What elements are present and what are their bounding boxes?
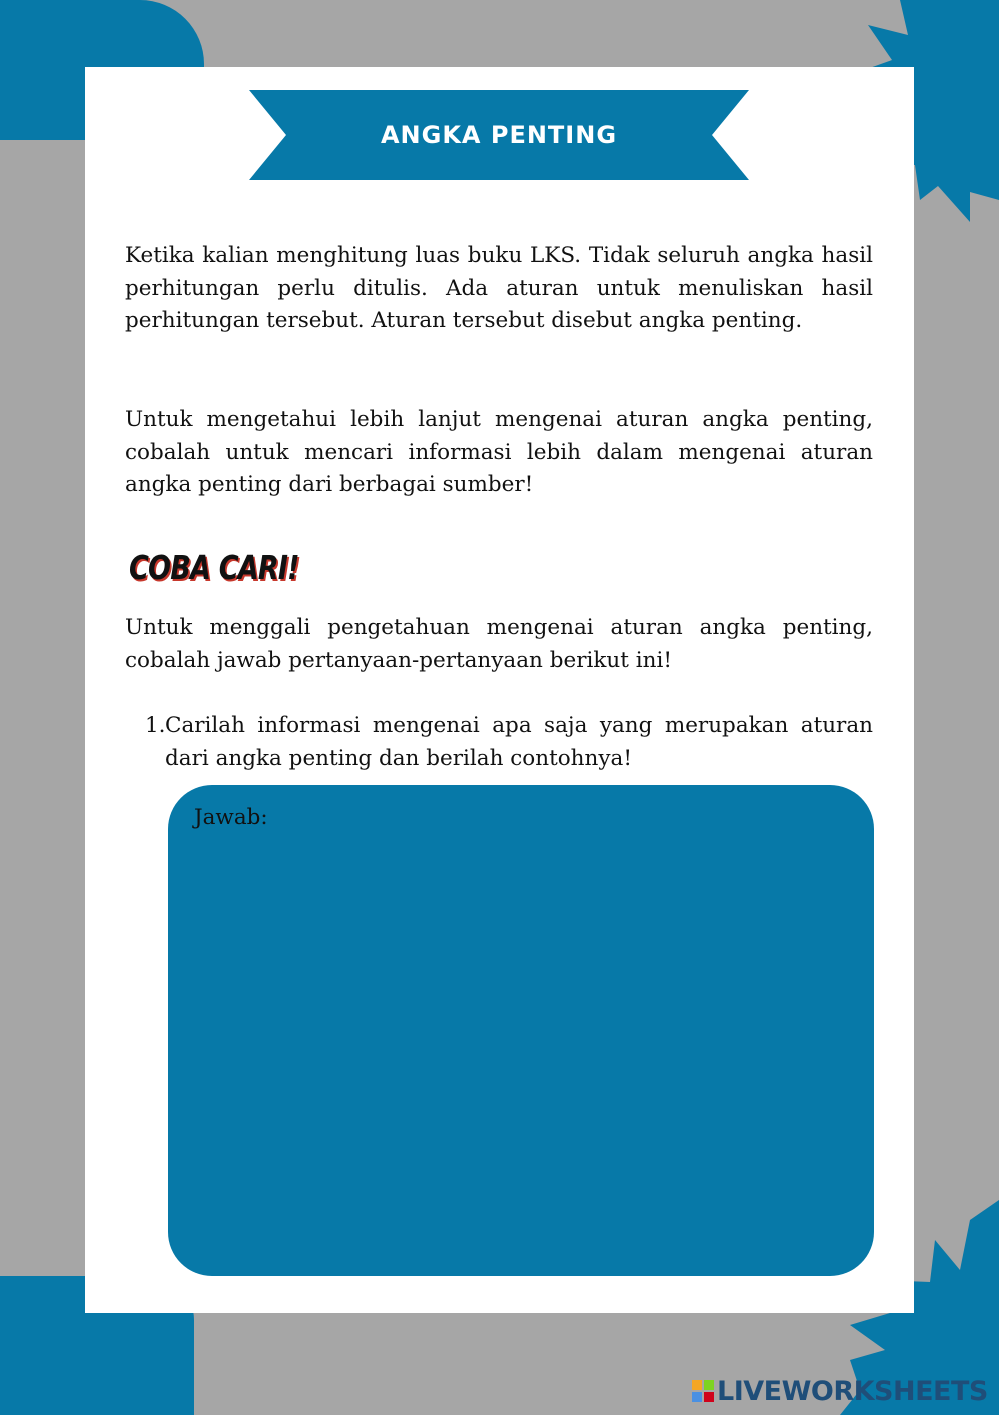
answer-box[interactable] (168, 785, 874, 1276)
question-number: 1. (145, 713, 166, 738)
section-instruction: Untuk menggali pengetahuan mengenai aturan angka penting, cobalah jawab pertanyaan-pertanyaan berikut ini! (125, 615, 873, 673)
intro-paragraph-1: Ketika kalian menghitung luas buku LKS. Tidak seluruh angka hasil perhitungan perlu ditulis. Ada aturan untuk menuliskan hasil perhitungan tersebut. Aturan tersebut disebut angka penting. (125, 243, 873, 333)
title-banner (249, 90, 749, 180)
question-text: Carilah informasi mengenai apa saja yang merupakan aturan dari angka penting dan berilah contohnya! (165, 713, 873, 771)
banner-title: ANGKA PENTING (380, 121, 618, 149)
watermark (692, 1375, 988, 1407)
watermark-text: LIVEWORKSHEETS (717, 1375, 988, 1407)
answer-label: Jawab: (194, 805, 268, 830)
liveworksheets-logo-icon (692, 1380, 714, 1402)
intro-paragraph-2: Untuk mengetahui lebih lanjut mengenai aturan angka penting, cobalah untuk mencari informasi lebih dalam mengenai aturan angka penting dari berbagai sumber! (125, 407, 873, 497)
section-heading: COBA CARI! (129, 548, 299, 587)
